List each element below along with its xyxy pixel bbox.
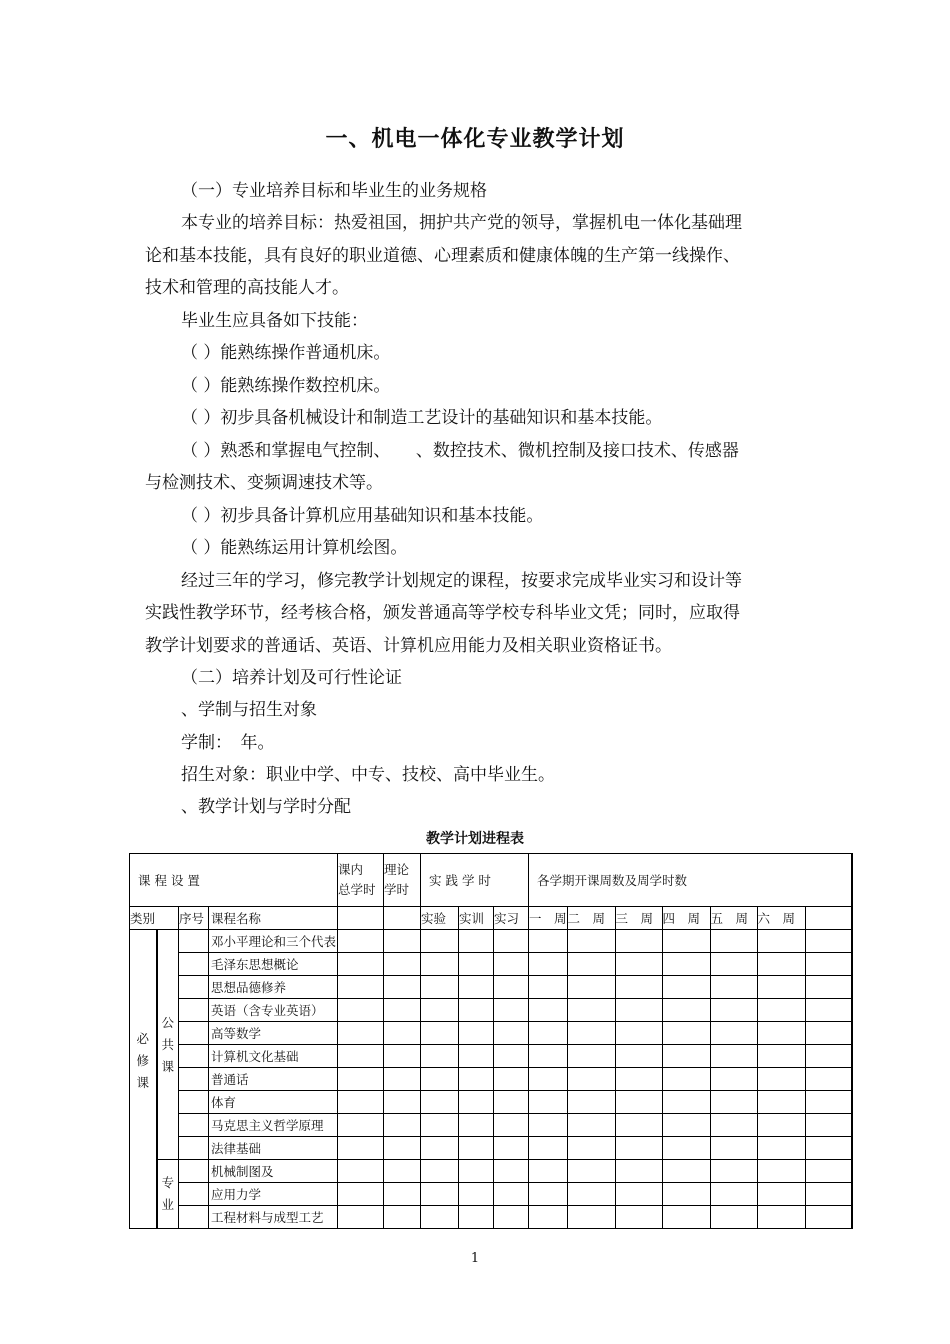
table-row [130, 930, 853, 953]
theory-hours-header-line2: 学时 [384, 882, 410, 897]
graduation-paragraph-line2: 实践性教学环节，经考核合格，颁发普通高等学校专科毕业文凭；同时，应取得 [145, 603, 740, 623]
graduation-paragraph-line1: 经过三年的学习，修完教学计划规定的课程，按要求完成毕业实习和设计等 [181, 571, 742, 591]
course-name-cell: 毛泽东思想概论 [209, 953, 338, 976]
course-name-cell: 英语（含专业英语） [209, 999, 338, 1022]
table-row [130, 999, 853, 1022]
theory-hours-header-line1: 理论 [384, 862, 410, 877]
page-title: 一、机电一体化专业教学计划 [325, 127, 625, 152]
experiment-header: 实验 [421, 907, 459, 930]
page-number: 1 [470, 1251, 480, 1266]
course-name-cell: 应用力学 [209, 1183, 338, 1206]
class-hours-header-line1: 课内 [338, 862, 364, 877]
table-row [130, 1206, 853, 1229]
index-cell [179, 976, 209, 999]
skill-item-5: （ ）初步具备计算机应用基础知识和基本技能。 [181, 506, 544, 526]
class-hours-cell [338, 907, 384, 930]
skill-item-2: （ ）能熟练操作数控机床。 [181, 376, 391, 396]
subsection-duration-enrollment: 、学制与招生对象 [181, 700, 317, 720]
theory-hours-cell [384, 907, 421, 930]
group-public-cell [157, 930, 179, 1160]
index-cell [179, 1068, 209, 1091]
enrollment-text: 招生对象：职业中学、中专、技校、高中毕业生。 [181, 765, 555, 785]
table-row [130, 1022, 853, 1045]
course-name-cell: 普通话 [209, 1068, 338, 1091]
course-name-cell: 邓小平理论和三个代表 [209, 930, 338, 953]
table-row [130, 1160, 853, 1183]
table-row [130, 1183, 853, 1206]
internship-header: 实习 [494, 907, 529, 930]
table-row [130, 1091, 853, 1114]
table-row [130, 1137, 853, 1160]
semester-1-header: 一 周 [529, 907, 568, 930]
table-row [130, 1045, 853, 1068]
table-caption: 教学计划进程表 [426, 831, 524, 847]
class-hours-header-line2: 总学时 [338, 882, 376, 897]
course-setup-header: 课 程 设 置 [130, 854, 338, 907]
group-public-label: 公共课 [161, 1014, 174, 1074]
training-header: 实训 [459, 907, 494, 930]
section1-heading: （一）专业培养目标和毕业生的业务规格 [181, 181, 487, 201]
table-row [130, 1068, 853, 1091]
practice-hours-header: 实 践 学 时 [421, 854, 529, 907]
course-name-cell: 体育 [209, 1091, 338, 1114]
table-row [130, 1114, 853, 1137]
skill-item-6: （ ）能熟练运用计算机绘图。 [181, 538, 408, 558]
theory-hours-header [384, 854, 421, 907]
category-required-cell [130, 930, 157, 1229]
course-name-cell: 法律基础 [209, 1137, 338, 1160]
table-subheader-row [130, 907, 853, 930]
index-cell [179, 1045, 209, 1068]
semester-5-header: 五 周 [710, 907, 757, 930]
skill-item-4-line1: （ ）熟悉和掌握电气控制、 、数控技术、微机控制及接口技术、传感器 [181, 441, 739, 461]
index-cell [179, 1022, 209, 1045]
index-cell [179, 953, 209, 976]
index-cell [179, 999, 209, 1022]
goal-paragraph-line1: 本专业的培养目标：热爱祖国，拥护共产党的领导，掌握机电一体化基础理 [181, 213, 742, 233]
teaching-plan-table [129, 853, 853, 1229]
table-row [130, 953, 853, 976]
index-cell [179, 1137, 209, 1160]
table-row [130, 976, 853, 999]
skill-item-1: （ ）能熟练操作普通机床。 [181, 343, 391, 363]
index-cell [179, 1183, 209, 1206]
skills-intro: 毕业生应具备如下技能： [181, 311, 368, 331]
goal-paragraph-line2: 论和基本技能，具有良好的职业道德、心理素质和健康体魄的生产第一线操作、 [145, 246, 740, 266]
skill-item-4-line2: 与检测技术、变频调速技术等。 [145, 473, 383, 493]
course-name-cell: 机械制图及 [209, 1160, 338, 1183]
duration-text: 学制： 年。 [181, 733, 275, 753]
section2-heading: （二）培养计划及可行性论证 [181, 668, 402, 688]
category-header: 类别 [130, 907, 179, 930]
class-hours-header [338, 854, 384, 907]
category-required-label: 必修课 [136, 1031, 149, 1090]
course-name-cell: 计算机文化基础 [209, 1045, 338, 1068]
course-name-cell: 高等数学 [209, 1022, 338, 1045]
semester-6-header: 六 周 [757, 907, 805, 930]
semester-hours-header: 各学期开课周数及周学时数 [529, 854, 853, 907]
index-cell [179, 1206, 209, 1229]
subsection-plan-hours: 、教学计划与学时分配 [181, 797, 351, 817]
group-major-cell [157, 1160, 179, 1229]
course-name-header: 课程名称 [209, 907, 338, 930]
graduation-paragraph-line3: 教学计划要求的普通话、英语、计算机应用能力及相关职业资格证书。 [145, 636, 672, 656]
course-name-cell: 思想品德修养 [209, 976, 338, 999]
course-name-cell: 马克思主义哲学原理 [209, 1114, 338, 1137]
index-cell [179, 930, 209, 953]
index-header: 序号 [179, 907, 209, 930]
index-cell [179, 1114, 209, 1137]
semester-4-header: 四 周 [662, 907, 710, 930]
table-header-row [130, 854, 853, 907]
goal-paragraph-line3: 技术和管理的高技能人才。 [145, 278, 349, 298]
index-cell [179, 1160, 209, 1183]
index-cell [179, 1091, 209, 1114]
group-major-label: 专业 [161, 1175, 174, 1212]
skill-item-3: （ ）初步具备机械设计和制造工艺设计的基础知识和基本技能。 [181, 408, 663, 428]
semester-2-header: 二 周 [567, 907, 615, 930]
extra-cell [805, 907, 852, 930]
semester-3-header: 三 周 [615, 907, 662, 930]
course-name-cell: 工程材料与成型工艺 [209, 1206, 338, 1229]
